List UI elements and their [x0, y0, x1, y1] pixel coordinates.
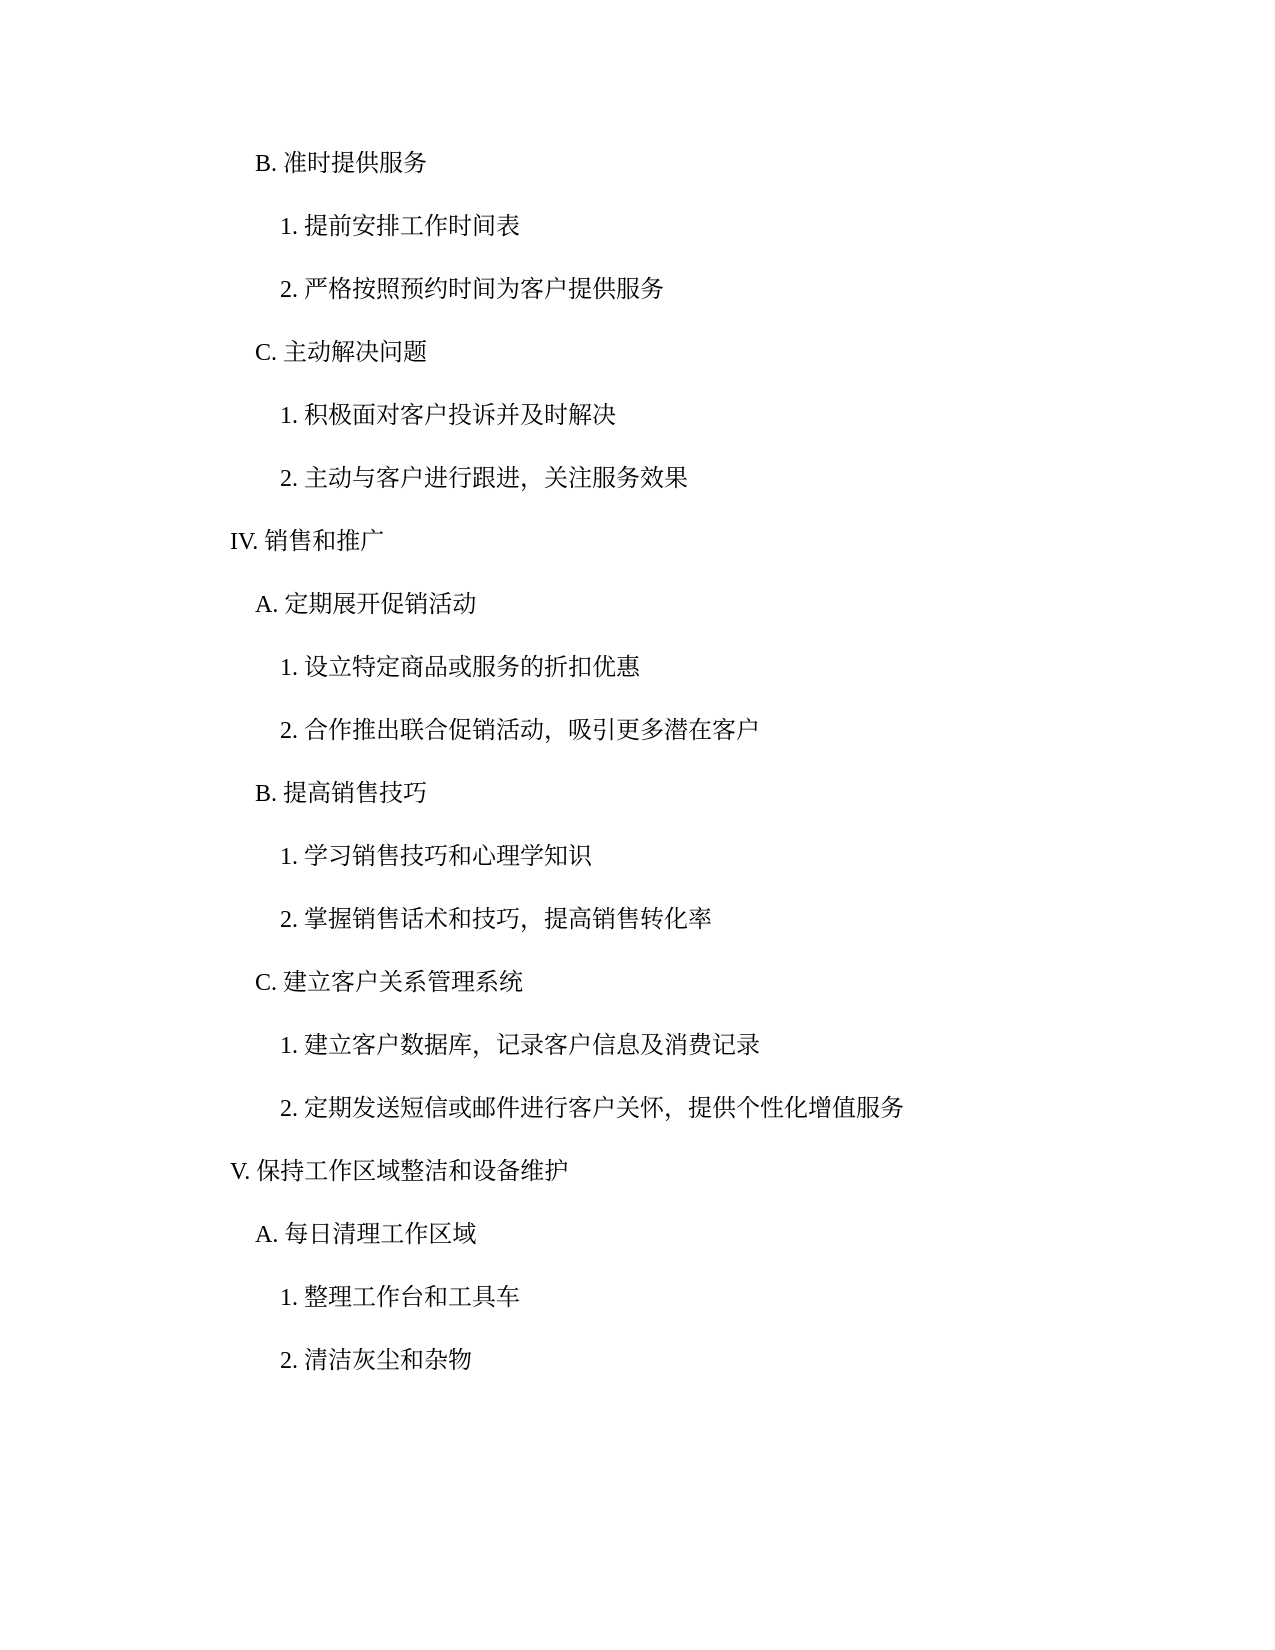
outline-subheading: A. 每日清理工作区域 [255, 1222, 477, 1248]
outline-item: 2. 合作推出联合促销活动，吸引更多潜在客户 [280, 718, 760, 744]
outline-item: 1. 建立客户数据库，记录客户信息及消费记录 [280, 1033, 760, 1059]
outline-subheading: B. 提高销售技巧 [255, 781, 428, 807]
outline-item: 1. 学习销售技巧和心理学知识 [280, 844, 592, 870]
outline-subheading: C. 建立客户关系管理系统 [255, 970, 524, 996]
outline-item: 1. 整理工作台和工具车 [280, 1285, 520, 1311]
outline-item: 1. 提前安排工作时间表 [280, 214, 520, 240]
outline-section-heading: IV. 销售和推广 [230, 529, 385, 555]
outline-item: 2. 定期发送短信或邮件进行客户关怀，提供个性化增值服务 [280, 1096, 904, 1122]
outline-item: 2. 掌握销售话术和技巧，提高销售转化率 [280, 907, 712, 933]
outline-subheading: A. 定期展开促销活动 [255, 592, 477, 618]
outline-item: 1. 积极面对客户投诉并及时解决 [280, 403, 616, 429]
outline-item: 2. 严格按照预约时间为客户提供服务 [280, 277, 664, 303]
outline-item: 2. 清洁灰尘和杂物 [280, 1348, 472, 1374]
outline-subheading: C. 主动解决问题 [255, 340, 428, 366]
outline-subheading: B. 准时提供服务 [255, 151, 428, 177]
outline-item: 1. 设立特定商品或服务的折扣优惠 [280, 655, 640, 681]
outline-section-heading: V. 保持工作区域整洁和设备维护 [230, 1159, 569, 1185]
outline-item: 2. 主动与客户进行跟进，关注服务效果 [280, 466, 688, 492]
